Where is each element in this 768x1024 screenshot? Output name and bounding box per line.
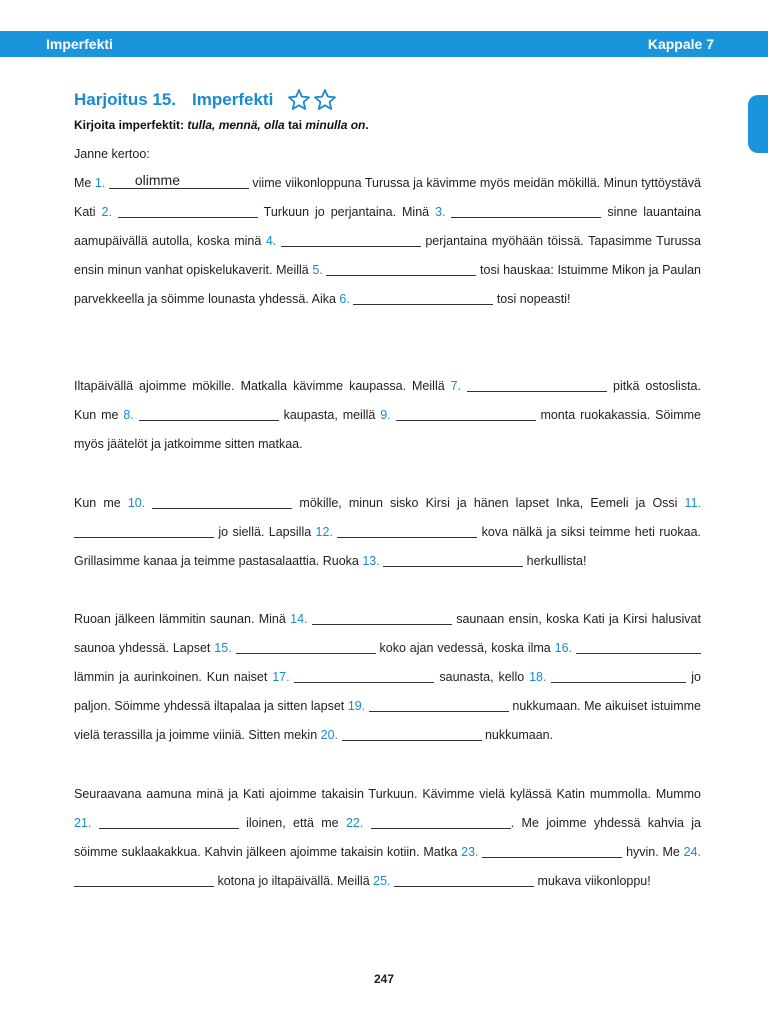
exercise-title — [74, 88, 337, 112]
answer-blank-12[interactable] — [337, 523, 477, 538]
header-topic: Imperfekti — [46, 36, 113, 52]
answer-blank-2[interactable] — [118, 203, 258, 218]
exercise-name: Imperfekti — [192, 90, 274, 109]
answer-blank-5[interactable] — [326, 261, 476, 276]
answer-blank-17[interactable] — [294, 668, 434, 683]
answer-blank-7[interactable] — [467, 377, 607, 392]
answer-blank-8[interactable] — [139, 406, 279, 421]
paragraph-3: Kun me 10. mökille, minun sisko Kirsi ja hänen lapset Inka, Eemeli ja Ossi 11. jo siellä. Lapsilla 12. kova nälkä ja siksi teimme heti ruokaa. Grillasimme kanaa ja teimme pastasalaattia. Ruoka 13. herkullista! — [74, 496, 701, 568]
lead-text: Janne kertoo: — [74, 147, 150, 161]
header-chapter: Kappale 7 — [647, 36, 714, 52]
answer-blank-4[interactable] — [281, 232, 421, 247]
answer-blank-18[interactable] — [551, 668, 686, 683]
difficulty-stars — [287, 88, 337, 112]
paragraph-2: Iltapäivällä ajoimme mökille. Matkalla kävimme kaupassa. Meillä 7. pitkä ostoslista. Kun me 8. kaupasta, meillä 9. monta ruokakassia. Söimme myös jäätelöt ja jatkoimme sitten matkaa. — [74, 379, 701, 451]
answer-blank-23[interactable] — [482, 843, 622, 858]
answer-blank-3[interactable] — [451, 203, 601, 218]
answer-blank-25[interactable] — [394, 872, 534, 887]
answer-blank-22[interactable] — [371, 814, 511, 829]
answer-blank-24[interactable] — [74, 872, 214, 887]
answer-blank-15[interactable] — [236, 639, 376, 654]
answer-blank-6[interactable] — [353, 290, 493, 305]
answer-blank-20[interactable] — [342, 726, 482, 741]
star-outline-icon — [287, 88, 311, 112]
exercise-number: Harjoitus 15. — [74, 90, 177, 109]
answer-blank-14[interactable] — [312, 610, 452, 625]
star-outline-icon — [313, 88, 337, 112]
answer-blank-21[interactable] — [99, 814, 239, 829]
paragraph-1: Me 1. olimme viime viikonloppuna Turussa ja kävimme myös meidän mökillä. Minun tyttöystävä Kati 2. Turkuun jo perjantaina. Minä 3. sinne lauantaina aamupäivällä autolla, koska minä 4. perjantaina myöhään töissä. Tapasimme Turussa ensin minun vanhat opiskelukaverit. Meillä 5. tosi hauskaa: Istuimme Mikon ja Paulan parvekkeella ja söimme lounasta yhdessä. Aika 6. tosi nopeasti! — [74, 172, 702, 306]
page-number: 247 — [373, 972, 395, 986]
instruction: Kirjoita imperfektit: tulla, mennä, olla tai minulla on. — [74, 118, 369, 132]
side-tab — [748, 95, 768, 153]
answer-blank-1[interactable]: olimme — [109, 174, 249, 189]
chapter-header-bar — [0, 31, 768, 57]
answer-blank-11[interactable] — [74, 523, 214, 538]
answer-blank-10[interactable] — [152, 494, 292, 509]
paragraph-5: Seuraavana aamuna minä ja Kati ajoimme takaisin Turkuun. Kävimme vielä kylässä Katin mummolla. Mummo 21. iloinen, että me 22. . Me joimme yhdessä kahvia ja söimme suklaakakkua. Kahvin jälkeen ajoimme takaisin kotiin. Matka 23. hyvin. Me 24. kotona jo iltapäivällä. Meillä 25. mukava viikonloppu! — [74, 787, 701, 888]
answer-blank-16[interactable] — [576, 639, 701, 654]
answer-blank-13[interactable] — [383, 552, 523, 567]
answer-blank-9[interactable] — [396, 406, 536, 421]
answer-blank-19[interactable] — [369, 697, 509, 712]
paragraph-4: Ruoan jälkeen lämmitin saunan. Minä 14. saunaan ensin, koska Kati ja Kirsi halusivat saunoa yhdessä. Lapset 15. koko ajan vedessä, koska ilma 16. lämmin ja aurinkoinen. Kun naiset 17. saunasta, kello 18. jo paljon. Söimme yhdessä iltapalaa ja sitten lapset 19. nukkumaan. Me aikuiset istuimme vielä terassilla ja joimme viiniä. Sitten mekin 20. nukkumaan. — [74, 612, 701, 742]
